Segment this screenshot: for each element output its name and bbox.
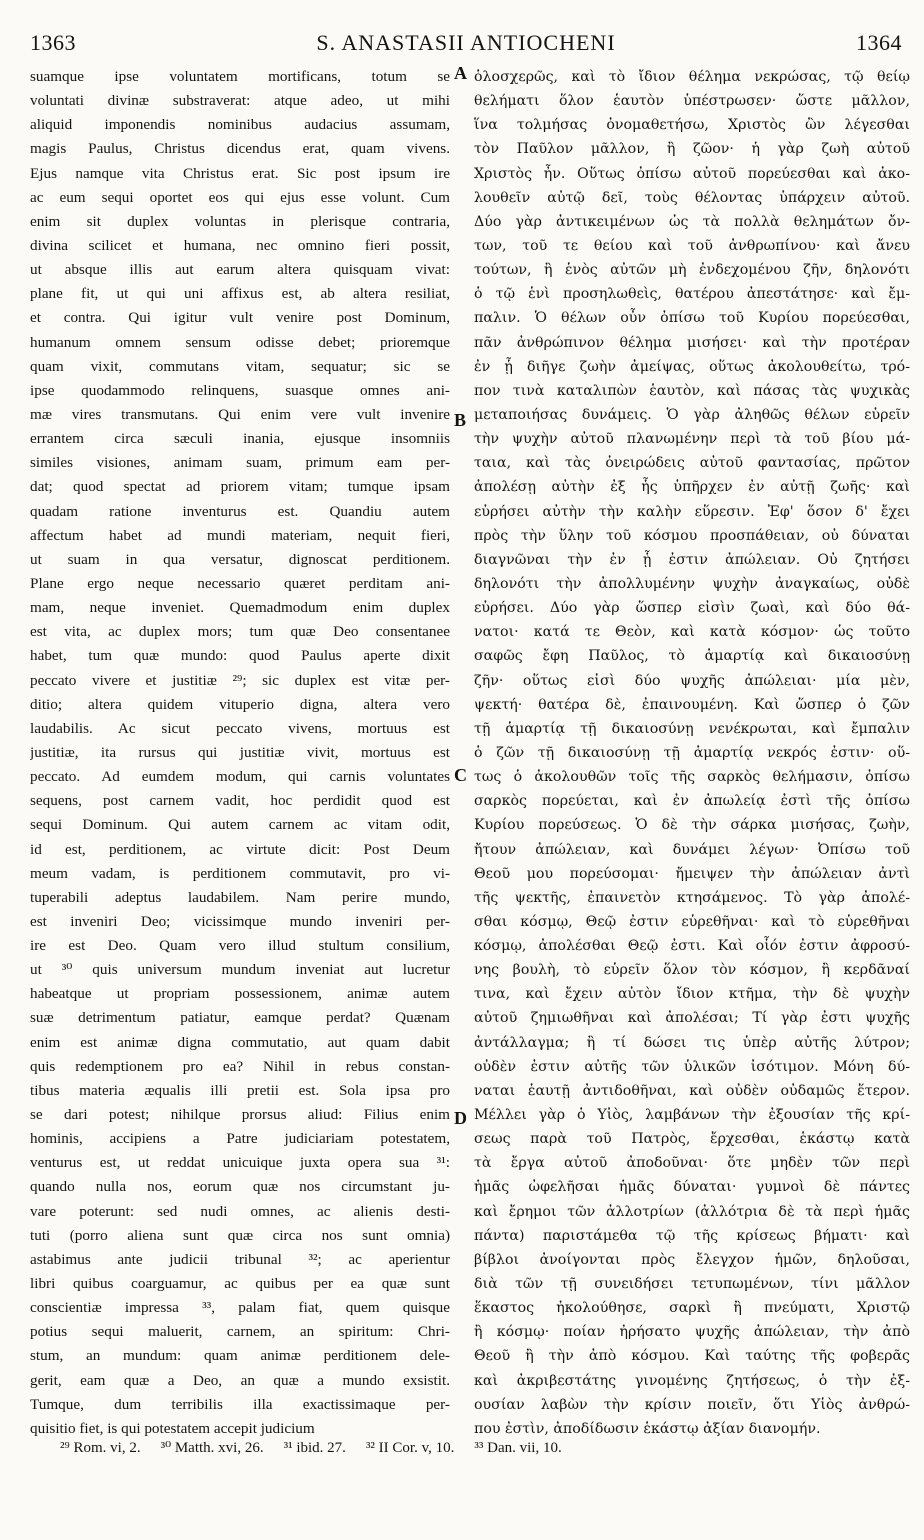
greek-text-line: τινα, καὶ ἔχειν αὐτὸν ἴδιον κτῆμα, τὴν δὲ ψυχὴν (474, 986, 910, 1003)
latin-text-line: hominis, accipiens a Patre judiciariam potestatem, (30, 1130, 450, 1148)
latin-text-line: ut absque illis aut earum altera quisquam vivat: (30, 261, 450, 279)
latin-text-line: et contra. Qui igitur vult venire post Dominum, (30, 309, 450, 327)
greek-text-line: ἤτουν ἀπώλειαν, καὶ δυνάμει λέγων· Ὀπίσω τοῦ (474, 841, 910, 858)
greek-text-line: διαγνῶναι τὴν ἐν ᾗ ἐστιν ἀπώλειαν. Οὐ ζητήσει (474, 551, 910, 568)
greek-text-line: ταια, καὶ τὰς ὀνειρώδεις αὐτοῦ φαντασίας, πρῶτον (474, 455, 910, 472)
latin-text-line: divina scilicet et humana, nec omnino fieri possit, (30, 236, 450, 254)
greek-text-line: βίβλοι ἀνοίγονται πρὸς ἔλεγχον ἡμῶν, δηλοῦσαι, (474, 1251, 910, 1268)
greek-text-line: Χριστὸς ἦν. Οὕτως ὀπίσω αὐτοῦ πορεύεσθαι καὶ ἀκο- (474, 165, 910, 182)
latin-text-line: peccato. Ad eumdem modum, qui carnis voluntates (30, 768, 450, 786)
latin-text-line: justitiæ, ita rursus qui justitiæ vivit, mortuus est (30, 743, 450, 761)
greek-text-line: εὑρήσει. Δύο γὰρ ὥσπερ εἰσὶν ζωαὶ, καὶ δύο θά- (474, 600, 910, 617)
greek-text-line: ὁ τῷ ἑνὶ προσηλωθεὶς, θατέρου ἀπεστάτησε· καὶ ἔμ- (474, 286, 910, 303)
latin-text-line: affectum habet ad mundi materiam, nequit fieri, (30, 526, 450, 544)
latin-text-line: se dari potest; nihilque prorsus aliud: Filius enim (30, 1106, 450, 1124)
latin-text-line: meum vadam, is perditionem commutavit, pro vi- (30, 864, 450, 882)
greek-text-line: μεταποιήσας δυνάμεις. Ὁ γὰρ ἀληθῶς θέλων εὑρεῖν (474, 406, 910, 423)
latin-text-line: tuti (porro aliena sunt quæ circa nos sunt omnia) (30, 1226, 450, 1244)
footnotes (60, 1438, 582, 1457)
latin-text-line: ut ³⁰ quis universum mundum inveniat aut lucretur (30, 961, 450, 979)
latin-text-line: errantem circa sæculi inania, ejusque insomniis (30, 430, 450, 448)
latin-text-line: mæ vires transmutans. Qui enim vere vult invenire (30, 405, 450, 423)
latin-text-line: ac eum sequi oportet eos qui ejus esse volunt. Cum (30, 188, 450, 206)
greek-text-line: σαρκὸς πορεύεται, καὶ ἐν ἀπωλείᾳ ἐστὶ τῆς ὀπίσω (474, 793, 910, 810)
page-number-left: 1363 (30, 30, 76, 55)
greek-text-line: οὐδὲν ἐστιν αὐτῆς τῶν ὑλικῶν ἰσότιμον. Μόνη δύ- (474, 1058, 910, 1075)
running-title: S. ANASTASII ANTIOCHENI (316, 30, 616, 55)
greek-text-line: παλιν. Ὁ θέλων οὖν ὀπίσω τοῦ Κυρίου πορεύεσθαι, (474, 310, 910, 327)
greek-text-line: δηλονότι τὴν ἀπολλυμένην ψυχὴν ἀναγκαίως, οὐδὲ (474, 575, 910, 592)
latin-text-line: dat; quod spectat ad priorem vitam; tumque ipsam (30, 478, 450, 496)
latin-text-line: id est, perditionem, ac virtute dicit: Post Deum (30, 840, 450, 858)
greek-text-line: εὑρήσει αὐτὴν τὴν καλὴν εὕρεσιν. Ἐφ' ὅσον δ' ἔχει (474, 503, 910, 520)
latin-text-line: quando nulla nos, eorum quæ nos circumstant ju- (30, 1178, 450, 1196)
latin-text-line: vare poterunt: sed nudi omnes, ac alienis desti- (30, 1202, 450, 1220)
greek-text-line: νατοι· κατά τε Θεὸν, καὶ κατὰ κόσμον· ὡς τοῦτο (474, 624, 910, 641)
greek-text-line: ἀντάλλαγμα; ἢ τί δώσει τις ὑπὲρ αὐτῆς λύτρον; (474, 1034, 910, 1051)
greek-text-line: Μέλλει γὰρ ὁ Υἱὸς, λαμβάνων τὴν ἐξουσίαν τῆς κρί- (474, 1107, 910, 1124)
greek-text-line: Κυρίου πορεύσεως. Ὁ δὲ τὴν σάρκα μισήσας, ζωὴν, (474, 817, 910, 834)
latin-text-line: Ejus namque vita Christus erat. Sic post ipsum ire (30, 164, 450, 182)
greek-column (474, 65, 910, 1440)
latin-text-line: habet, tum quæ mundo: quod Paulus aperte dixit (30, 647, 450, 665)
greek-text-line: τούτων, ἢ ἑνὸς αὐτῶν μὴ ἐνδεχομένου ζῆν, δηλονότι (474, 262, 910, 279)
greek-text-line: Δύο γὰρ ἀντικειμένων ὡς τὰ πολλὰ θελημάτων ὄν- (474, 213, 910, 230)
latin-text-line: Plane ergo neque necessario quæret perditam ani- (30, 574, 450, 592)
greek-text-line: ὁ ζῶν τῇ δικαιοσύνῃ τῇ ἁμαρτίᾳ νεκρός ἐστιν· οὕ- (474, 744, 910, 761)
greek-text-line: πάντα) παριστάμεθα τῷ τῆς κρίσεως βήματι· καὶ (474, 1227, 910, 1244)
greek-text-line: Θεοῦ μου πορεύσομαι· ἤμειψεν τὴν ἀπώλειαν ἀντὶ (474, 865, 910, 882)
greek-text-line: τως ὁ ἀκολουθῶν τοῖς τῆς σαρκὸς θελήμασιν, ὀπίσω (474, 769, 910, 786)
latin-text-line: sequens, post carnem vadit, hoc perdidit quod est (30, 792, 450, 810)
latin-text-line: ipse quodammodo relinquens, suasque omnes ani- (30, 381, 450, 399)
latin-text-line: libri quibus coarguamur, ac quibus per ea quæ sunt (30, 1275, 450, 1293)
greek-text-line: σθαι κόσμῳ, Θεῷ ἐστιν εὑρεθῆναι· καὶ τὸ εὑρεθῆναι (474, 913, 910, 930)
greek-text-line: καὶ ἔρημοι τῶν ἀλλοτρίων (ἀλλότρια δὲ τὰ περὶ ἡμᾶς (474, 1203, 910, 1220)
latin-text-line: habeatque ut propriam possessionem, animæ autem (30, 985, 450, 1003)
section-marker-b: B (454, 410, 467, 430)
footnote-item: ³¹ ibid. 27. (283, 1440, 346, 1456)
greek-text-line: ἢ κόσμῳ· ποίαν ἠρήσατο ψυχῆς ἀπώλειαν, τὴν ἀπὸ (474, 1324, 910, 1341)
latin-text-line: plane fit, ut qui uni affixus est, ab altera resiliat, (30, 285, 450, 303)
section-marker-d: D (454, 1108, 467, 1128)
greek-text-line: πᾶν ἀνθρώπινον θέλημα μισήσει· καὶ τὴν προτέραν (474, 334, 910, 351)
latin-text-line: humanum omnem sensum odisse debet; prioremque (30, 333, 450, 351)
greek-text-line: σαφῶς ἔφη Παῦλος, τὸ ἁμαρτίᾳ καὶ δικαιοσύνῃ (474, 648, 910, 665)
footnote-item: ²⁹ Rom. vi, 2. (60, 1440, 141, 1456)
latin-text-line: tuperabili adeptus laudabilem. Nam perire mundo, (30, 888, 450, 906)
greek-text-line: τῆς ψεκτῆς, ἐπαινετὸν κτησάμενος. Τὸ γὰρ ἀπολέ- (474, 889, 910, 906)
greek-text-line: ναται ἑαυτῇ ἀντιδοθῆναι, καὶ οὐδὲν οὐδαμῶς ἕτερον. (474, 1082, 910, 1099)
greek-text-line: ἵνα τολμήσας ὀνομαθετήσω, Χριστὸς ὢν λέγεσθαι (474, 117, 910, 134)
latin-text-line: venturus est, ut reddat unicuique juxta opera sua ³¹: (30, 1154, 450, 1172)
footnote-item: ³³ Dan. vii, 10. (474, 1440, 562, 1456)
latin-text-line: laudabilis. Ac sicut peccato vivens, mortuus est (30, 719, 450, 737)
latin-text-line: sequi Dominum. Qui autem carnem ac vitam odit, (30, 816, 450, 834)
greek-text-line: καὶ ἀκριβεστάτης γινομένης ζητήσεως, ὁ τὴν ἐξ- (474, 1372, 910, 1389)
greek-text-line: νης βουλὴ, τὸ εὑρεῖν ὅλον τὸν κόσμον, ἢ κερδᾶναί (474, 962, 910, 979)
greek-text-line: σεως παρὰ τοῦ Πατρὸς, ἔρχεσθαι, ἑκάστῳ κατὰ (474, 1131, 910, 1148)
greek-text-line: πον τινὰ καταλιπὼν ἑαυτὸν, καὶ πάσας τὰς ψυχικὰς (474, 382, 910, 399)
greek-text-line: λουθεῖν αὐτῷ δεῖ, τοὺς θέλοντας ὑπάρχειν αὐτοῦ. (474, 189, 910, 206)
latin-text-line: magis Paulus, Christus dicendus erat, quam vivens. (30, 140, 450, 158)
greek-text-line: ψεκτή· θατέρα δὲ, ἐπαινουμένη. Καὶ ὥσπερ ὁ ζῶν (474, 696, 910, 713)
greek-text-line: κόσμῳ, ἀπολέσθαι Θεῷ ἐστι. Καὶ οἷόν ἐστιν ἀφροσύ- (474, 938, 910, 955)
page-number-right: 1364 (856, 30, 902, 55)
greek-text-line: τὴν ψυχὴν αὐτοῦ πλανωμένην περὶ τὰ τοῦ βίου μά- (474, 431, 910, 448)
latin-text-line: ditio; altera quidem vituperio digna, altera vero (30, 695, 450, 713)
section-marker-a: A (454, 63, 467, 83)
latin-text-line: quam vixit, commutans vitam, sequatur; sic se (30, 357, 450, 375)
latin-text-line: quis redemptionem pro ea? Nihil in rebus constan- (30, 1057, 450, 1075)
latin-column (30, 65, 450, 1440)
latin-text-line: peccato vivere et justitiæ ²⁹; sic duplex est vitæ per- (30, 671, 450, 689)
footnote-item: ³⁰ Matth. xvi, 26. (160, 1440, 264, 1456)
greek-text-line: θελήματι ὅλον ἑαυτὸν ὑπέστρωσεν· ὥστε μᾶλλον, (474, 93, 910, 110)
latin-text-line: tibus materia æqualis illi pretii est. Sola ipsa pro (30, 1081, 450, 1099)
latin-text-line: est vita, ac duplex mors; tum quæ Deo consentanee (30, 623, 450, 641)
running-header (30, 30, 902, 62)
latin-text-line: conscientiæ impressa ³³, palam fiat, quem quisque (30, 1299, 450, 1317)
latin-text-line: stum, an mundum: quam animæ perditionem dele- (30, 1347, 450, 1365)
greek-text-line: τὰ ἔργα αὐτοῦ ἀποδοῦναι· ὅτε μηδὲν τῶν περὶ (474, 1155, 910, 1172)
greek-text-line: διὰ τῶν τῇ συνειδήσει τετυπωμένων, τίνι μᾶλλον (474, 1276, 910, 1293)
greek-text-line: ουσίαν λαβὼν τὴν κρίσιν ποιεῖν, ὅτι Υἱὸς ἀνθρώ- (474, 1396, 910, 1413)
footnote-item: ³² II Cor. v, 10. (365, 1440, 455, 1456)
greek-text-line: αὐτοῦ ζημιωθῆναι καὶ ἀπολέσαι; Τί γὰρ ἐστι ψυχῆς (474, 1010, 910, 1027)
latin-text-line: ut suam in qua versatur, dignoscat perditionem. (30, 550, 450, 568)
greek-text-line: που ἐστὶν, ἀποδίδωσιν ἑκάστῳ ἀξίαν διανομήν. (474, 1420, 821, 1437)
greek-text-line: ἡμᾶς ὠφελῆσαι ἡμᾶς δύναται· γυμνοὶ δὲ πάντες (474, 1179, 910, 1196)
greek-text-line: των, τοῦ τε θείου καὶ τοῦ ἀνθρωπίνου· καὶ ἄνευ (474, 237, 910, 254)
latin-text-line: enim sit duplex voluntas in plerisque contraria, (30, 212, 450, 230)
latin-text-line: similes visiones, animam suam, primum eam per- (30, 454, 450, 472)
greek-text-line: ὁλοσχερῶς, καὶ τὸ ἴδιον θέλημα νεκρώσας, τῷ θείῳ (474, 69, 910, 85)
latin-text-line: voluntati divinæ substraverat: atque adeo, ut mihi (30, 92, 450, 110)
greek-text-line: τὸν Παῦλον μᾶλλον, ἢ ζῶον· ἡ γὰρ ζωὴ αὐτοῦ (474, 141, 910, 158)
latin-text-line: quadam ratione inventurus est. Quandiu autem (30, 502, 450, 520)
greek-text-line: ἐν ᾗ διῆγε ζωὴν ἀμείψας, οὕτως ἀκολουθείτω, τρό- (474, 358, 910, 375)
section-marker-c: C (454, 765, 467, 785)
greek-text-line: Θεοῦ ἢ τὴν ἀπὸ κόσμου. Καὶ ταύτης τῆς φοβερᾶς (474, 1348, 910, 1365)
latin-text-line: est inveniri Deo; vicissimque mundo inveniri per- (30, 912, 450, 930)
latin-text-line: quisitio fiet, is qui potestatem accepit judicium (30, 1419, 315, 1437)
latin-text-line: mam, neque inveniet. Quemadmodum enim duplex (30, 599, 450, 617)
greek-text-line: ζῆν· οὕτως εἰσὶ δύο ψυχῆς ἀπώλειαι· μία μὲν, (474, 672, 910, 689)
latin-text-line: gerit, eam quæ a Deo, an quæ a mundo exsistit. (30, 1371, 450, 1389)
latin-text-line: potius sequi maluerit, carnem, an spiritum: Chri- (30, 1323, 450, 1341)
latin-text-line: Tumque, dum terribilis illa exactissimaque per- (30, 1395, 450, 1413)
greek-text-line: ἕκαστος ἠκολούθησε, σαρκὶ ἢ πνεύματι, Χριστῷ (474, 1300, 910, 1317)
latin-text-line: suamque ipse voluntatem mortificans, totum se (30, 68, 450, 85)
latin-text-line: suæ detrimentum patiatur, eamque perdat? Quænam (30, 1009, 450, 1027)
greek-text-line: τῇ ἁμαρτίᾳ τῇ δικαιοσύνῃ νενέκρωται, καὶ ἔμπαλιν (474, 720, 910, 737)
latin-text-line: ire est Deo. Quam vero illud stultum consilium, (30, 937, 450, 955)
latin-text-line: aliquid imponendis nominibus audacius assumam, (30, 116, 450, 134)
latin-text-line: astabimus ante judicii tribunal ³²; ac aperientur (30, 1250, 450, 1268)
latin-text-line: enim est animæ digna commutatio, aut quam dabit (30, 1033, 450, 1051)
greek-text-line: ἀπολέσῃ αὐτὴν ἐξ ἧς ὑπῆρχεν ἐν αὐτῇ ζωῆς· καὶ (474, 479, 910, 496)
greek-text-line: πρὸς τὴν ὕλην τοῦ κόσμου προσπάθειαν, οὐ δύναται (474, 527, 910, 544)
